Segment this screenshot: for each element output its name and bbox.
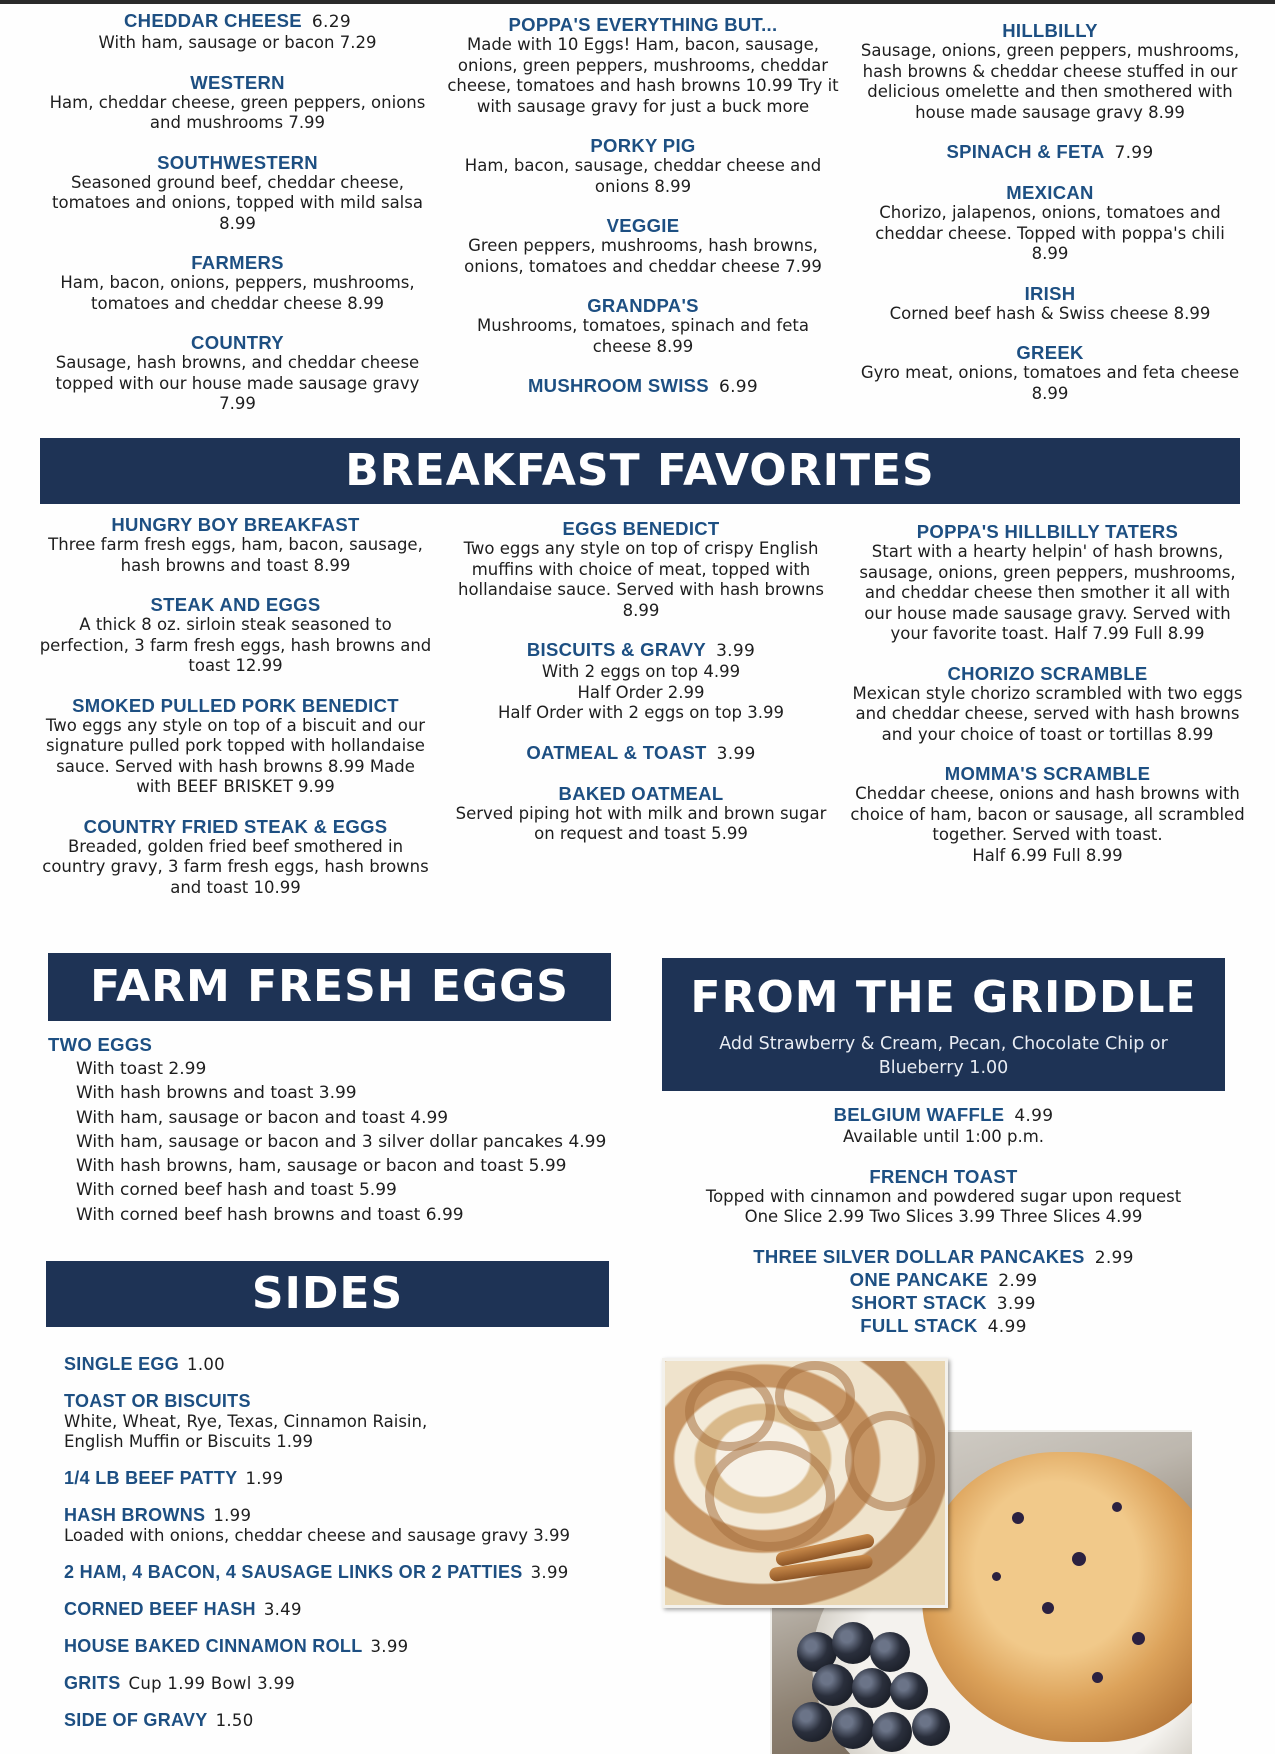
menu-item (38, 816, 433, 899)
blueberry (890, 1672, 928, 1710)
menu-item (40, 252, 435, 314)
blueberry (852, 1668, 892, 1708)
item-description: Green peppers, mushrooms, hash browns, onions, tomatoes and cheddar cheese 7.99 (464, 236, 822, 276)
item-price: 4.99 (1014, 1106, 1054, 1126)
item-name: FRENCH TOAST (869, 1165, 1018, 1187)
item-description: Gyro meat, onions, tomatoes and feta cheese 8.99 (860, 363, 1240, 403)
item-name: 2 HAM, 4 BACON, 4 SAUSAGE LINKS OR 2 PATTIES (64, 1562, 523, 1582)
menu-item (445, 639, 837, 724)
menu-item (447, 295, 839, 357)
item-name: POPPA'S HILLBILLY TATERS (916, 521, 1179, 542)
menu-item (447, 375, 839, 398)
omelette-column-2 (447, 14, 839, 416)
item-name: COUNTRY FRIED STEAK & EGGS (83, 815, 388, 837)
item-name: VEGGIE (606, 215, 680, 236)
side-item (64, 1391, 664, 1452)
item-price: 6.29 (311, 12, 351, 32)
item-name: GRITS (64, 1673, 121, 1693)
item-name: HUNGRY BOY BREAKFAST (111, 514, 360, 535)
blueberry (832, 1707, 874, 1749)
item-name: SOUTHWESTERN (157, 151, 318, 173)
menu-item (40, 332, 435, 415)
menu-item (447, 14, 839, 117)
egg-option: With toast 2.99 (76, 1059, 207, 1079)
favorites-column-2 (445, 518, 837, 863)
item-name: GREEK (1016, 342, 1084, 363)
menu-item (40, 10, 435, 54)
item-description: Mushrooms, tomatoes, spinach and feta cheese 8.99 (477, 316, 809, 356)
sides-banner (46, 1261, 609, 1327)
item-description: Sausage, onions, green peppers, mushrooms, hash browns & cheddar cheese stuffed in our delicious omelette and then smothered with house made sausage gravy 8.99 (860, 41, 1240, 122)
item-description: Topped with cinnamon and powdered sugar upon request One Slice 2.99 Two Slices 3.99 Three Slices 4.99 (705, 1186, 1182, 1226)
menu-item (445, 518, 837, 621)
item-name: SINGLE EGG (64, 1354, 180, 1374)
item-name: SHORT STACK (851, 1291, 987, 1313)
item-description: Three farm fresh eggs, ham, bacon, sausage, hash browns and toast 8.99 (48, 535, 423, 575)
menu-item (40, 72, 435, 134)
item-description: Start with a hearty helpin' of hash browns, sausage, onions, green peppers, mushrooms, and cheddar cheese then smother it all with our house made sausage gravy. Served with your favorite toast. Half 7.99 Full 8.99 (859, 542, 1236, 643)
menu-item (855, 141, 1245, 164)
cinnamon-roll-photo (662, 1358, 948, 1608)
item-name: BAKED OATMEAL (558, 782, 724, 804)
item-description: White, Wheat, Rye, Texas, Cinnamon Raisin, English Muffin or Biscuits 1.99 (64, 1412, 428, 1451)
item-name: FARMERS (191, 252, 284, 273)
item-name: TWO EGGS (48, 1034, 153, 1055)
item-name: MOMMA'S SCRAMBLE (944, 763, 1151, 784)
item-name: FULL STACK (860, 1314, 978, 1336)
blueberry (832, 1622, 874, 1664)
item-description: With 2 eggs on top 4.99 Half Order 2.99 Half Order with 2 eggs on top 3.99 (497, 662, 785, 722)
omelette-column-1 (40, 10, 435, 433)
cinnamon-roll (775, 1361, 855, 1431)
top-edge (0, 0, 1275, 4)
item-description: Mexican style chorizo scrambled with two eggs and cheddar cheese, served with hash browns and your choice of toast or tortillas 8.99 (852, 683, 1243, 744)
item-price: 4.99 (987, 1316, 1027, 1337)
item-name: EGGS BENEDICT (562, 518, 720, 539)
item-price: 1.99 (213, 1506, 252, 1525)
menu-item (850, 763, 1245, 866)
side-item (64, 1636, 664, 1657)
egg-option: With corned beef hash and toast 5.99 (76, 1180, 397, 1201)
item-description: Breaded, golden fried beef smothered in country gravy, 3 farm fresh eggs, hash browns and toast 10.99 (42, 836, 429, 897)
side-item (64, 1599, 664, 1620)
item-name: IRISH (1024, 282, 1076, 304)
item-name: GRANDPA'S (587, 295, 699, 316)
side-item (64, 1505, 664, 1546)
pancake-list (662, 1246, 1225, 1338)
side-item (64, 1673, 664, 1694)
menu-item (855, 20, 1245, 123)
item-name: MEXICAN (1006, 182, 1094, 203)
item-price: 7.99 (1114, 143, 1154, 163)
omelette-column-3 (855, 20, 1245, 422)
menu-item (40, 152, 435, 235)
two-eggs-list (48, 1034, 648, 1227)
blueberry (870, 1632, 910, 1672)
item-description: Loaded with onions, cheddar cheese and sausage gravy 3.99 (64, 1526, 570, 1545)
item-description: Two eggs any style on top of a biscuit and our signature pulled pork topped with hollandaise sauce. Served with hash browns 8.99 Made with BEEF BRISKET 9.99 (45, 715, 426, 796)
item-price: 2.99 (998, 1270, 1038, 1291)
item-name: HILLBILLY (1002, 20, 1098, 41)
egg-option: With ham, sausage or bacon and 3 silver dollar pancakes 4.99 (76, 1131, 607, 1152)
item-name: 1/4 LB BEEF PATTY (64, 1468, 238, 1488)
item-name: TOAST OR BISCUITS (64, 1391, 251, 1411)
item-price: Cup 1.99 Bowl 3.99 (128, 1674, 296, 1693)
item-description: Ham, bacon, onions, peppers, mushrooms, tomatoes and cheddar cheese 8.99 (60, 273, 415, 313)
item-name: ONE PANCAKE (849, 1268, 989, 1290)
side-item (64, 1710, 664, 1731)
item-price: 3.99 (370, 1637, 409, 1656)
menu-item (447, 135, 839, 197)
menu-item (850, 663, 1245, 746)
item-name: HOUSE BAKED CINNAMON ROLL (64, 1636, 363, 1656)
egg-option: With hash browns, ham, sausage or bacon and toast 5.99 (76, 1156, 567, 1177)
blueberry (812, 1664, 854, 1706)
side-item (64, 1354, 664, 1375)
menu-item (445, 742, 837, 765)
item-name: BELGIUM WAFFLE (833, 1104, 1005, 1125)
item-name: THREE SILVER DOLLAR PANCAKES (753, 1245, 1085, 1267)
menu-item (850, 521, 1245, 645)
item-price: 3.49 (263, 1600, 302, 1619)
item-description: A thick 8 oz. sirloin steak seasoned to perfection, 3 farm fresh eggs, hash browns and toast 12.99 (39, 615, 432, 675)
menu-item (38, 695, 433, 798)
item-name: OATMEAL & TOAST (526, 741, 707, 763)
section-title: BREAKFAST FAVORITES (345, 445, 935, 496)
from-the-griddle-banner (662, 958, 1225, 1091)
item-description: Two eggs any style on top of crispy English muffins with choice of meat, topped with hollandaise sauce. Served with hash browns 8.99 (457, 539, 825, 620)
menu-item (855, 283, 1245, 325)
item-description: Available until 1:00 p.m. (842, 1127, 1045, 1146)
griddle-items (662, 1104, 1225, 1338)
blueberry (792, 1702, 832, 1742)
side-item (64, 1468, 664, 1489)
menu-item (38, 514, 433, 576)
section-title: FARM FRESH EGGS (90, 961, 569, 1012)
egg-option: With ham, sausage or bacon and toast 4.99 (76, 1107, 449, 1128)
item-price: 1.50 (215, 1711, 254, 1730)
item-name: CORNED BEEF HASH (64, 1599, 256, 1619)
item-name: SIDE OF GRAVY (64, 1710, 208, 1730)
item-description: Corned beef hash & Swiss cheese 8.99 (889, 303, 1211, 323)
egg-option: With corned beef hash browns and toast 6.99 (76, 1204, 464, 1225)
item-name: PORKY PIG (590, 135, 696, 156)
item-name: BISCUITS & GRAVY (526, 639, 707, 660)
item-name: CHEDDAR CHEESE (124, 10, 302, 31)
item-price: 3.99 (716, 641, 756, 661)
item-name: MUSHROOM SWISS (527, 375, 709, 396)
blueberry (872, 1712, 912, 1752)
item-name: SMOKED PULLED PORK BENEDICT (72, 694, 399, 716)
item-name: WESTERN (190, 71, 285, 93)
item-description: Made with 10 Eggs! Ham, bacon, sausage, onions, green peppers, mushrooms, cheddar cheese, tomatoes and hash browns 10.99 Try it with sausage gravy for just a buck more (447, 35, 839, 116)
menu-item (855, 342, 1245, 404)
item-description: Sausage, hash browns, and cheddar cheese topped with our house made sausage gravy 7.99 (55, 353, 420, 413)
item-name: SPINACH & FETA (946, 141, 1105, 162)
favorites-column-3 (850, 521, 1245, 884)
item-description: Ham, cheddar cheese, green peppers, onions and mushrooms 7.99 (49, 92, 426, 132)
item-price: 6.99 (718, 377, 759, 397)
section-title: SIDES (251, 1268, 404, 1319)
item-name: POPPA'S EVERYTHING BUT... (508, 14, 778, 35)
item-price: 3.99 (530, 1563, 569, 1582)
breakfast-favorites-banner (40, 438, 1240, 504)
item-price: 1.99 (245, 1469, 284, 1488)
menu-item (855, 182, 1245, 265)
item-description: Cheddar cheese, onions and hash browns with choice of ham, bacon or sausage, all scrambled together. Served with toast. Half 6.99 Full 8.99 (850, 784, 1245, 865)
item-price: 2.99 (1094, 1247, 1134, 1268)
item-description: Ham, bacon, sausage, cheddar cheese and onions 8.99 (464, 156, 822, 196)
item-description: Served piping hot with milk and brown sugar on request and toast 5.99 (455, 803, 827, 843)
item-description: Seasoned ground beef, cheddar cheese, tomatoes and onions, topped with mild salsa 8.99 (52, 172, 423, 233)
farm-fresh-eggs-banner (48, 953, 611, 1021)
item-description: With ham, sausage or bacon 7.29 (98, 33, 377, 52)
item-description: Chorizo, jalapenos, onions, tomatoes and cheddar cheese. Topped with poppa's chili 8.99 (875, 203, 1225, 263)
item-price: 3.99 (716, 743, 756, 764)
cinnamon-roll (685, 1371, 775, 1451)
menu-item (662, 1166, 1225, 1228)
cinnamon-roll (705, 1441, 835, 1551)
menu-item (38, 594, 433, 677)
item-name: CHORIZO SCRAMBLE (947, 662, 1148, 684)
menu-item (662, 1104, 1225, 1148)
egg-option: With hash browns and toast 3.99 (76, 1083, 357, 1104)
favorites-column-1 (38, 514, 433, 916)
cinnamon-roll (845, 1411, 935, 1511)
section-title: FROM THE GRIDDLE (690, 972, 1197, 1023)
item-price: 3.99 (996, 1293, 1036, 1314)
item-name: HASH BROWNS (64, 1505, 206, 1525)
sides-list (64, 1354, 664, 1747)
side-item (64, 1562, 664, 1583)
section-subtitle: Add Strawberry & Cream, Pecan, Chocolate Chip or Blueberry 1.00 (719, 1034, 1168, 1078)
item-name: STEAK AND EGGS (150, 594, 321, 615)
item-name: COUNTRY (191, 332, 284, 353)
menu-item (445, 783, 837, 845)
menu-item (447, 215, 839, 277)
item-price: 1.00 (187, 1355, 225, 1374)
blueberry (912, 1708, 950, 1746)
